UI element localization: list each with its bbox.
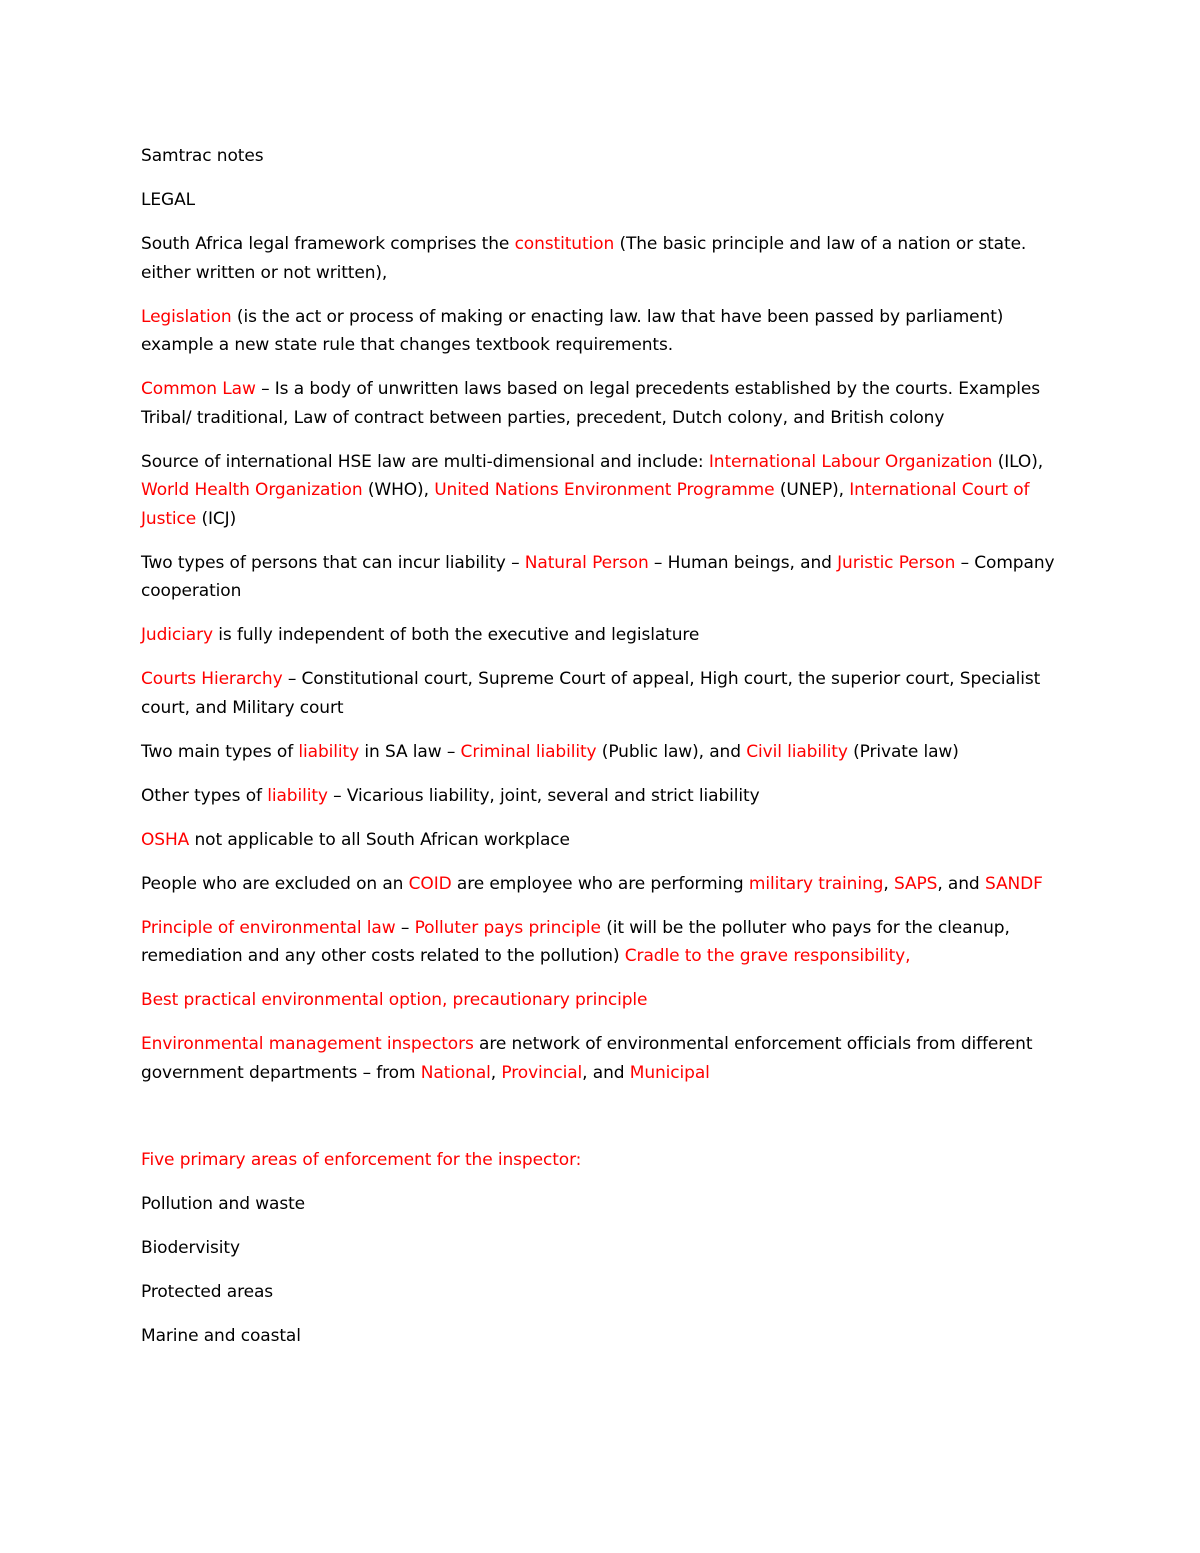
text-run: LEGAL xyxy=(141,190,195,210)
text-run: (WHO), xyxy=(362,480,435,500)
highlighted-term: Best practical environmental option, precautionary principle xyxy=(141,990,648,1010)
highlighted-term: COID xyxy=(408,873,452,894)
highlighted-term: Legislation xyxy=(141,306,232,327)
text-paragraph xyxy=(141,621,1061,650)
highlighted-term: Juristic Person xyxy=(837,552,956,573)
text-paragraph xyxy=(141,186,1061,215)
text-paragraph xyxy=(141,448,1061,534)
highlighted-term: Criminal liability xyxy=(460,741,597,762)
text-run: , xyxy=(490,1062,502,1083)
highlighted-term: United Nations Environment Programme xyxy=(434,480,775,500)
text-run: – Is a body of unwritten laws based on legal precedents established by the courts. Examples Tribal/ traditional, Law of contract between parties, precedent, Dutch colony, and British colony xyxy=(141,379,1041,428)
text-run: (ILO), xyxy=(992,451,1044,472)
text-run: (UNEP), xyxy=(774,480,850,500)
highlighted-term: Cradle to the grave responsibility, xyxy=(624,946,911,966)
text-paragraph xyxy=(141,782,1061,811)
text-run: (ICJ) xyxy=(196,508,237,529)
highlighted-term: Polluter pays principle xyxy=(414,917,601,938)
text-run: Marine and coastal xyxy=(141,1326,301,1346)
highlighted-term: Provincial xyxy=(501,1062,583,1083)
highlighted-term: National xyxy=(420,1062,491,1083)
highlighted-term: Principle of environmental law xyxy=(141,917,396,938)
highlighted-term: Judiciary xyxy=(141,625,213,645)
text-run: (it will be the polluter who pays for the cleanup, remediation and any other costs related to the pollution) xyxy=(141,917,1010,966)
text-run: Two types of persons that can incur liability – xyxy=(141,552,525,573)
text-run: – Company cooperation xyxy=(141,552,1055,601)
text-run: are network of environmental enforcement officials from different government departments – from xyxy=(141,1034,1033,1083)
text-run: , and xyxy=(582,1062,630,1083)
text-run: Protected areas xyxy=(141,1282,274,1302)
text-run: (Private law) xyxy=(847,741,959,762)
text-paragraph xyxy=(141,303,1061,360)
document-body xyxy=(141,142,1061,1351)
highlighted-term: International Labour Organization xyxy=(708,451,993,472)
text-run: Pollution and waste xyxy=(141,1194,306,1214)
highlighted-term: Civil liability xyxy=(746,741,848,762)
text-paragraph xyxy=(141,986,1061,1015)
text-run: Biodervisity xyxy=(141,1238,240,1258)
text-paragraph xyxy=(141,1234,1061,1263)
highlighted-term: International Court of Justice xyxy=(141,480,1030,529)
text-paragraph xyxy=(141,826,1061,855)
text-paragraph xyxy=(141,375,1061,432)
text-paragraph xyxy=(141,738,1061,767)
text-run: are employee who are performing xyxy=(451,873,749,894)
text-paragraph xyxy=(141,549,1061,606)
document-page xyxy=(141,142,1061,1366)
text-run: is fully independent of both the executive and legislature xyxy=(212,625,700,645)
text-run: Other types of xyxy=(141,785,268,806)
highlighted-term: Environmental management inspectors xyxy=(141,1034,474,1054)
text-run: not applicable to all South African workplace xyxy=(189,829,570,850)
highlighted-term: liability xyxy=(298,741,360,762)
text-run: Two main types of xyxy=(141,741,299,762)
text-run: Samtrac notes xyxy=(141,146,264,166)
highlighted-term: Municipal xyxy=(629,1062,710,1083)
text-run: People who are excluded on an xyxy=(141,873,409,894)
text-paragraph xyxy=(141,1322,1061,1351)
highlighted-term: OSHA xyxy=(141,829,190,850)
text-run: , and xyxy=(937,873,985,894)
text-run: South Africa legal framework comprises the xyxy=(141,234,515,254)
text-paragraph xyxy=(141,1278,1061,1307)
text-run: – Human beings, and xyxy=(648,552,838,573)
text-run: (is the act or process of making or enacting law. law that have been passed by parliament) example a new state rule that changes textbook requirements. xyxy=(141,306,1004,355)
text-paragraph xyxy=(141,914,1061,971)
text-run: (Public law), and xyxy=(596,741,747,762)
text-run: in SA law – xyxy=(359,741,461,762)
text-paragraph xyxy=(141,1146,1061,1175)
highlighted-term: Common Law xyxy=(141,379,256,399)
text-paragraph xyxy=(141,142,1061,171)
text-run: – Vicarious liability, joint, several and strict liability xyxy=(327,785,760,806)
highlighted-term: SANDF xyxy=(984,873,1043,894)
text-run: , xyxy=(883,873,894,894)
highlighted-term: SAPS xyxy=(893,873,938,894)
text-run: Source of international HSE law are multi-dimensional and include: xyxy=(141,451,709,472)
highlighted-term: Natural Person xyxy=(524,552,649,573)
text-run: – xyxy=(395,917,415,938)
highlighted-term: Courts Hierarchy xyxy=(141,669,283,689)
highlighted-term: World Health Organization xyxy=(141,480,363,500)
text-run: – Constitutional court, Supreme Court of appeal, High court, the superior court, Specialist court, and Military court xyxy=(141,669,1041,718)
highlighted-term: military training xyxy=(748,873,884,894)
highlighted-term: liability xyxy=(267,785,328,806)
text-paragraph xyxy=(141,870,1061,899)
text-paragraph xyxy=(141,230,1061,287)
text-paragraph xyxy=(141,665,1061,722)
text-run: (The basic principle and law of a nation or state. either written or not written), xyxy=(141,234,1027,283)
highlighted-term: constitution xyxy=(514,234,615,254)
text-paragraph xyxy=(141,1030,1061,1087)
highlighted-term: Five primary areas of enforcement for the inspector: xyxy=(141,1150,582,1170)
text-paragraph xyxy=(141,1190,1061,1219)
